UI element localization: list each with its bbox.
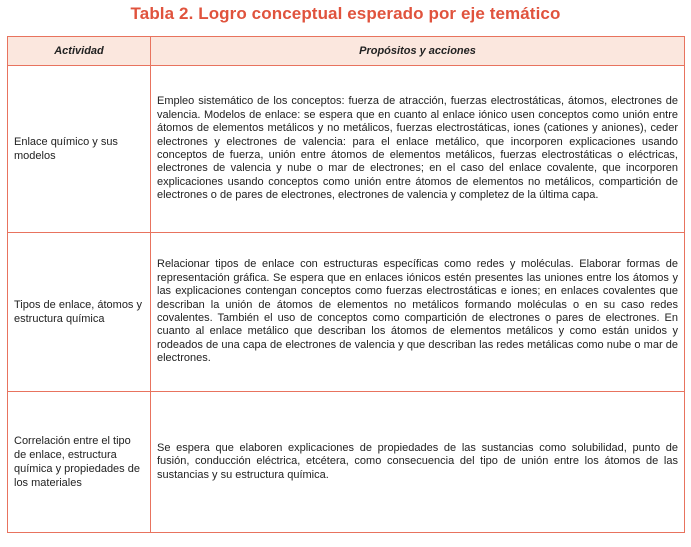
propositos-cell: Relacionar tipos de enlace con estructuras específicas como redes y moléculas. Elaborar formas de representación gráfica. Se espera que en enlaces iónicos estén presentes las uniones entre los átomos y las explicaciones contengan conceptos como fuerzas electrostáticas e iones; en enlaces covalentes que describan la unión de átomos de elementos no metálicos formando moléculas o en su caso redes covalentes. También el uso de conceptos como compartición de electrones o pares de electrones. En cuanto al enlace metálico que describan los átomos de elementos metálicos y como están unidos y rodeados de una capa de electrones de valencia y que describan las redes metálicas como nube o mar de electrones. <box>151 233 685 392</box>
propositos-cell: Se espera que elaboren explicaciones de propiedades de las sustancias como solubilidad, punto de fusión, conducción eléctrica, etcétera, como consecuencia del tipo de unión entre los átomos de las sustancias y su estructura química. <box>151 392 685 533</box>
propositos-cell: Empleo sistemático de los conceptos: fuerza de atracción, fuerzas electrostáticas, átomos, electrones de valencia. Modelos de enlace: se espera que en cuanto al enlace iónico usen conceptos como unión entre átomos de elementos metálicos y no metálicos, fuerzas electrostáticas, iones (cationes y aniones), ceder electrones y electrones de valencia: para el enlace metálico, que incorporen explicaciones usando conceptos de fuerza, unión entre átomos de elementos metálicos, fuerzas electrostáticas o eléctricas, electrones de valencia y nube o mar de electrones; en el caso del enlace covalente, que incorporen explicaciones usando conceptos como unión entre átomos de elementos no metálicos, compartición de electrones o de pares de electrones, electrones de valencia y completez de la última capa. <box>151 66 685 233</box>
table-title: Tabla 2. Logro conceptual esperado por eje temático <box>130 4 561 23</box>
conceptual-achievement-table <box>7 36 685 533</box>
table-row <box>8 233 685 392</box>
header-propositos: Propósitos y acciones <box>151 37 685 66</box>
table-header-row <box>8 37 685 66</box>
table-row <box>8 392 685 533</box>
actividad-cell: Correlación entre el tipo de enlace, estructura química y propiedades de los materiales <box>8 392 151 533</box>
actividad-cell: Enlace químico y sus modelos <box>8 66 151 233</box>
table-row <box>8 66 685 233</box>
header-actividad: Actividad <box>8 37 151 66</box>
actividad-cell: Tipos de enlace, átomos y estructura química <box>8 233 151 392</box>
